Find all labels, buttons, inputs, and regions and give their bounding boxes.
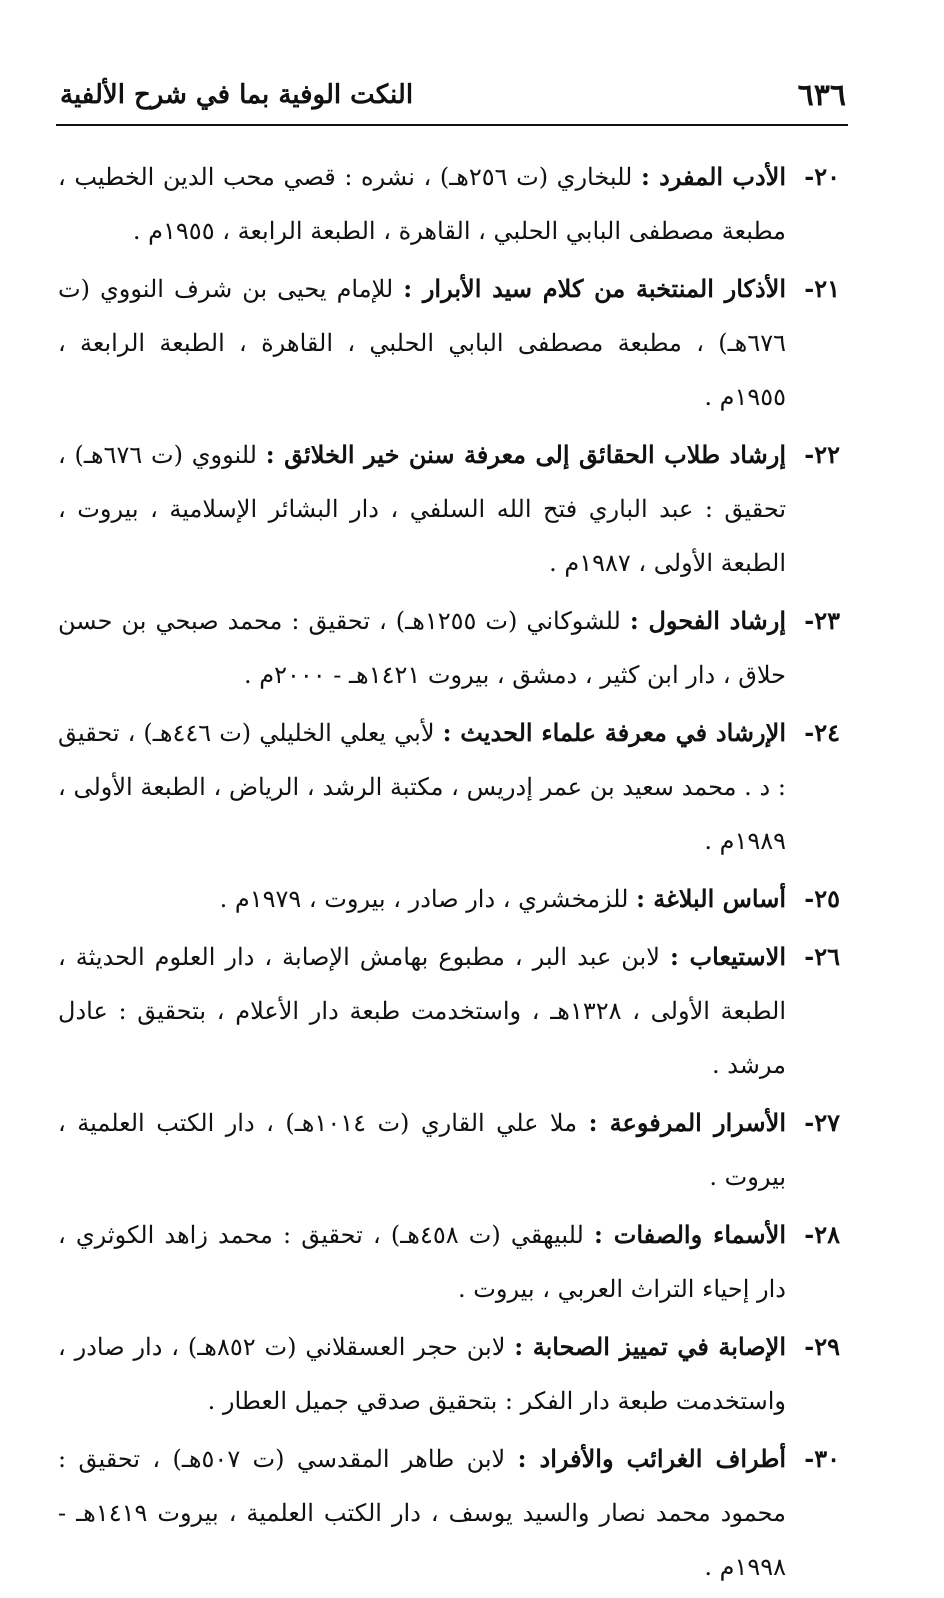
entry-title: الإصابة في تمييز الصحابة : xyxy=(514,1332,787,1361)
entry-title: إرشاد طلاب الحقائق إلى معرفة سنن خير الخلائق : xyxy=(265,440,786,469)
entry-number: ٢٧- xyxy=(804,1108,840,1137)
entry-title: أطراف الغرائب والأفراد : xyxy=(517,1444,787,1473)
entry-number: ٢٨- xyxy=(804,1220,840,1249)
entry-number: ٢٣- xyxy=(804,606,840,635)
entry-number: ٢٥- xyxy=(804,884,840,913)
reference-entry xyxy=(58,594,840,702)
entry-number: ٣٠- xyxy=(804,1444,840,1473)
reference-entry xyxy=(58,1096,840,1204)
reference-entry xyxy=(58,1208,840,1316)
entry-number: ٢٦- xyxy=(804,942,840,971)
entry-number: ٢٠- xyxy=(804,162,840,191)
entry-title: الاستيعاب : xyxy=(669,942,786,971)
reference-entry xyxy=(58,428,840,590)
entry-details: ملا علي القاري (ت ١٠١٤هـ) ، دار الكتب العلمية ، بيروت . xyxy=(58,1109,786,1191)
entry-title: الأذكار المنتخبة من كلام سيد الأبرار : xyxy=(403,274,786,303)
reference-entry xyxy=(58,706,840,868)
entry-title: أساس البلاغة : xyxy=(636,884,786,913)
entry-details: لابن طاهر المقدسي (ت ٥٠٧هـ) ، تحقيق : محمود محمد نصار والسيد يوسف ، دار الكتب العلمية ، بيروت ١٤١٩هـ - ١٩٩٨م . xyxy=(58,1445,786,1581)
reference-entry xyxy=(58,262,840,424)
reference-entry xyxy=(58,930,840,1092)
reference-list xyxy=(58,150,840,1598)
entry-title: الإرشاد في معرفة علماء الحديث : xyxy=(442,718,786,747)
entry-number: ٢٤- xyxy=(804,718,840,747)
entry-title: الأدب المفرد : xyxy=(640,162,786,191)
entry-details: للبيهقي (ت ٤٥٨هـ) ، تحقيق : محمد زاهد الكوثري ، دار إحياء التراث العربي ، بيروت . xyxy=(58,1221,786,1303)
entry-number: ٢١- xyxy=(804,274,840,303)
reference-entry xyxy=(58,1432,840,1594)
entry-details: لأبي يعلي الخليلي (ت ٤٤٦هـ) ، تحقيق : د . محمد سعيد بن عمر إدريس ، مكتبة الرشد ، الرياض ، الطبعة الأولى ، ١٩٨٩م . xyxy=(58,719,786,855)
entry-details: لابن حجر العسقلاني (ت ٨٥٢هـ) ، دار صادر ، واستخدمت طبعة دار الفكر : بتحقيق صدقي جميل العطار . xyxy=(58,1333,786,1415)
entry-details: للنووي (ت ٦٧٦هـ) ، تحقيق : عبد الباري فتح الله السلفي ، دار البشائر الإسلامية ، بيروت ، الطبعة الأولى ، ١٩٨٧م . xyxy=(58,441,786,577)
entry-title: إرشاد الفحول : xyxy=(629,606,787,635)
reference-entry xyxy=(58,1320,840,1428)
entry-number: ٢٩- xyxy=(804,1332,840,1361)
page-header xyxy=(56,70,848,126)
reference-entry xyxy=(58,872,840,926)
entry-details: للزمخشري ، دار صادر ، بيروت ، ١٩٧٩م . xyxy=(219,885,637,913)
entry-details: لابن عبد البر ، مطبوع بهامش الإصابة ، دار العلوم الحديثة ، الطبعة الأولى ، ١٣٢٨هـ ، واستخدمت طبعة دار الأعلام ، بتحقيق : عادل مرشد . xyxy=(58,943,786,1079)
running-title: النكت الوفية بما في شرح الألفية xyxy=(60,80,414,110)
page-number: ٦٣٦ xyxy=(797,78,846,113)
entry-details: للإمام يحيى بن شرف النووي (ت ٦٧٦هـ) ، مطبعة مصطفى البابي الحلبي ، القاهرة ، الطبعة الرابعة ، ١٩٥٥م . xyxy=(58,275,787,411)
reference-entry xyxy=(58,150,840,258)
entry-details: للبخاري (ت ٢٥٦هـ) ، نشره : قصي محب الدين الخطيب ، مطبعة مصطفى البابي الحلبي ، القاهرة ، الطبعة الرابعة ، ١٩٥٥م . xyxy=(58,163,786,245)
entry-title: الأسرار المرفوعة : xyxy=(588,1108,786,1137)
entry-number: ٢٢- xyxy=(804,440,840,469)
entry-details: للشوكاني (ت ١٢٥٥هـ) ، تحقيق : محمد صبحي بن حسن حلاق ، دار ابن كثير ، دمشق ، بيروت ١٤٢١هـ - ٢٠٠٠م . xyxy=(58,607,786,689)
entry-title: الأسماء والصفات : xyxy=(594,1220,787,1249)
